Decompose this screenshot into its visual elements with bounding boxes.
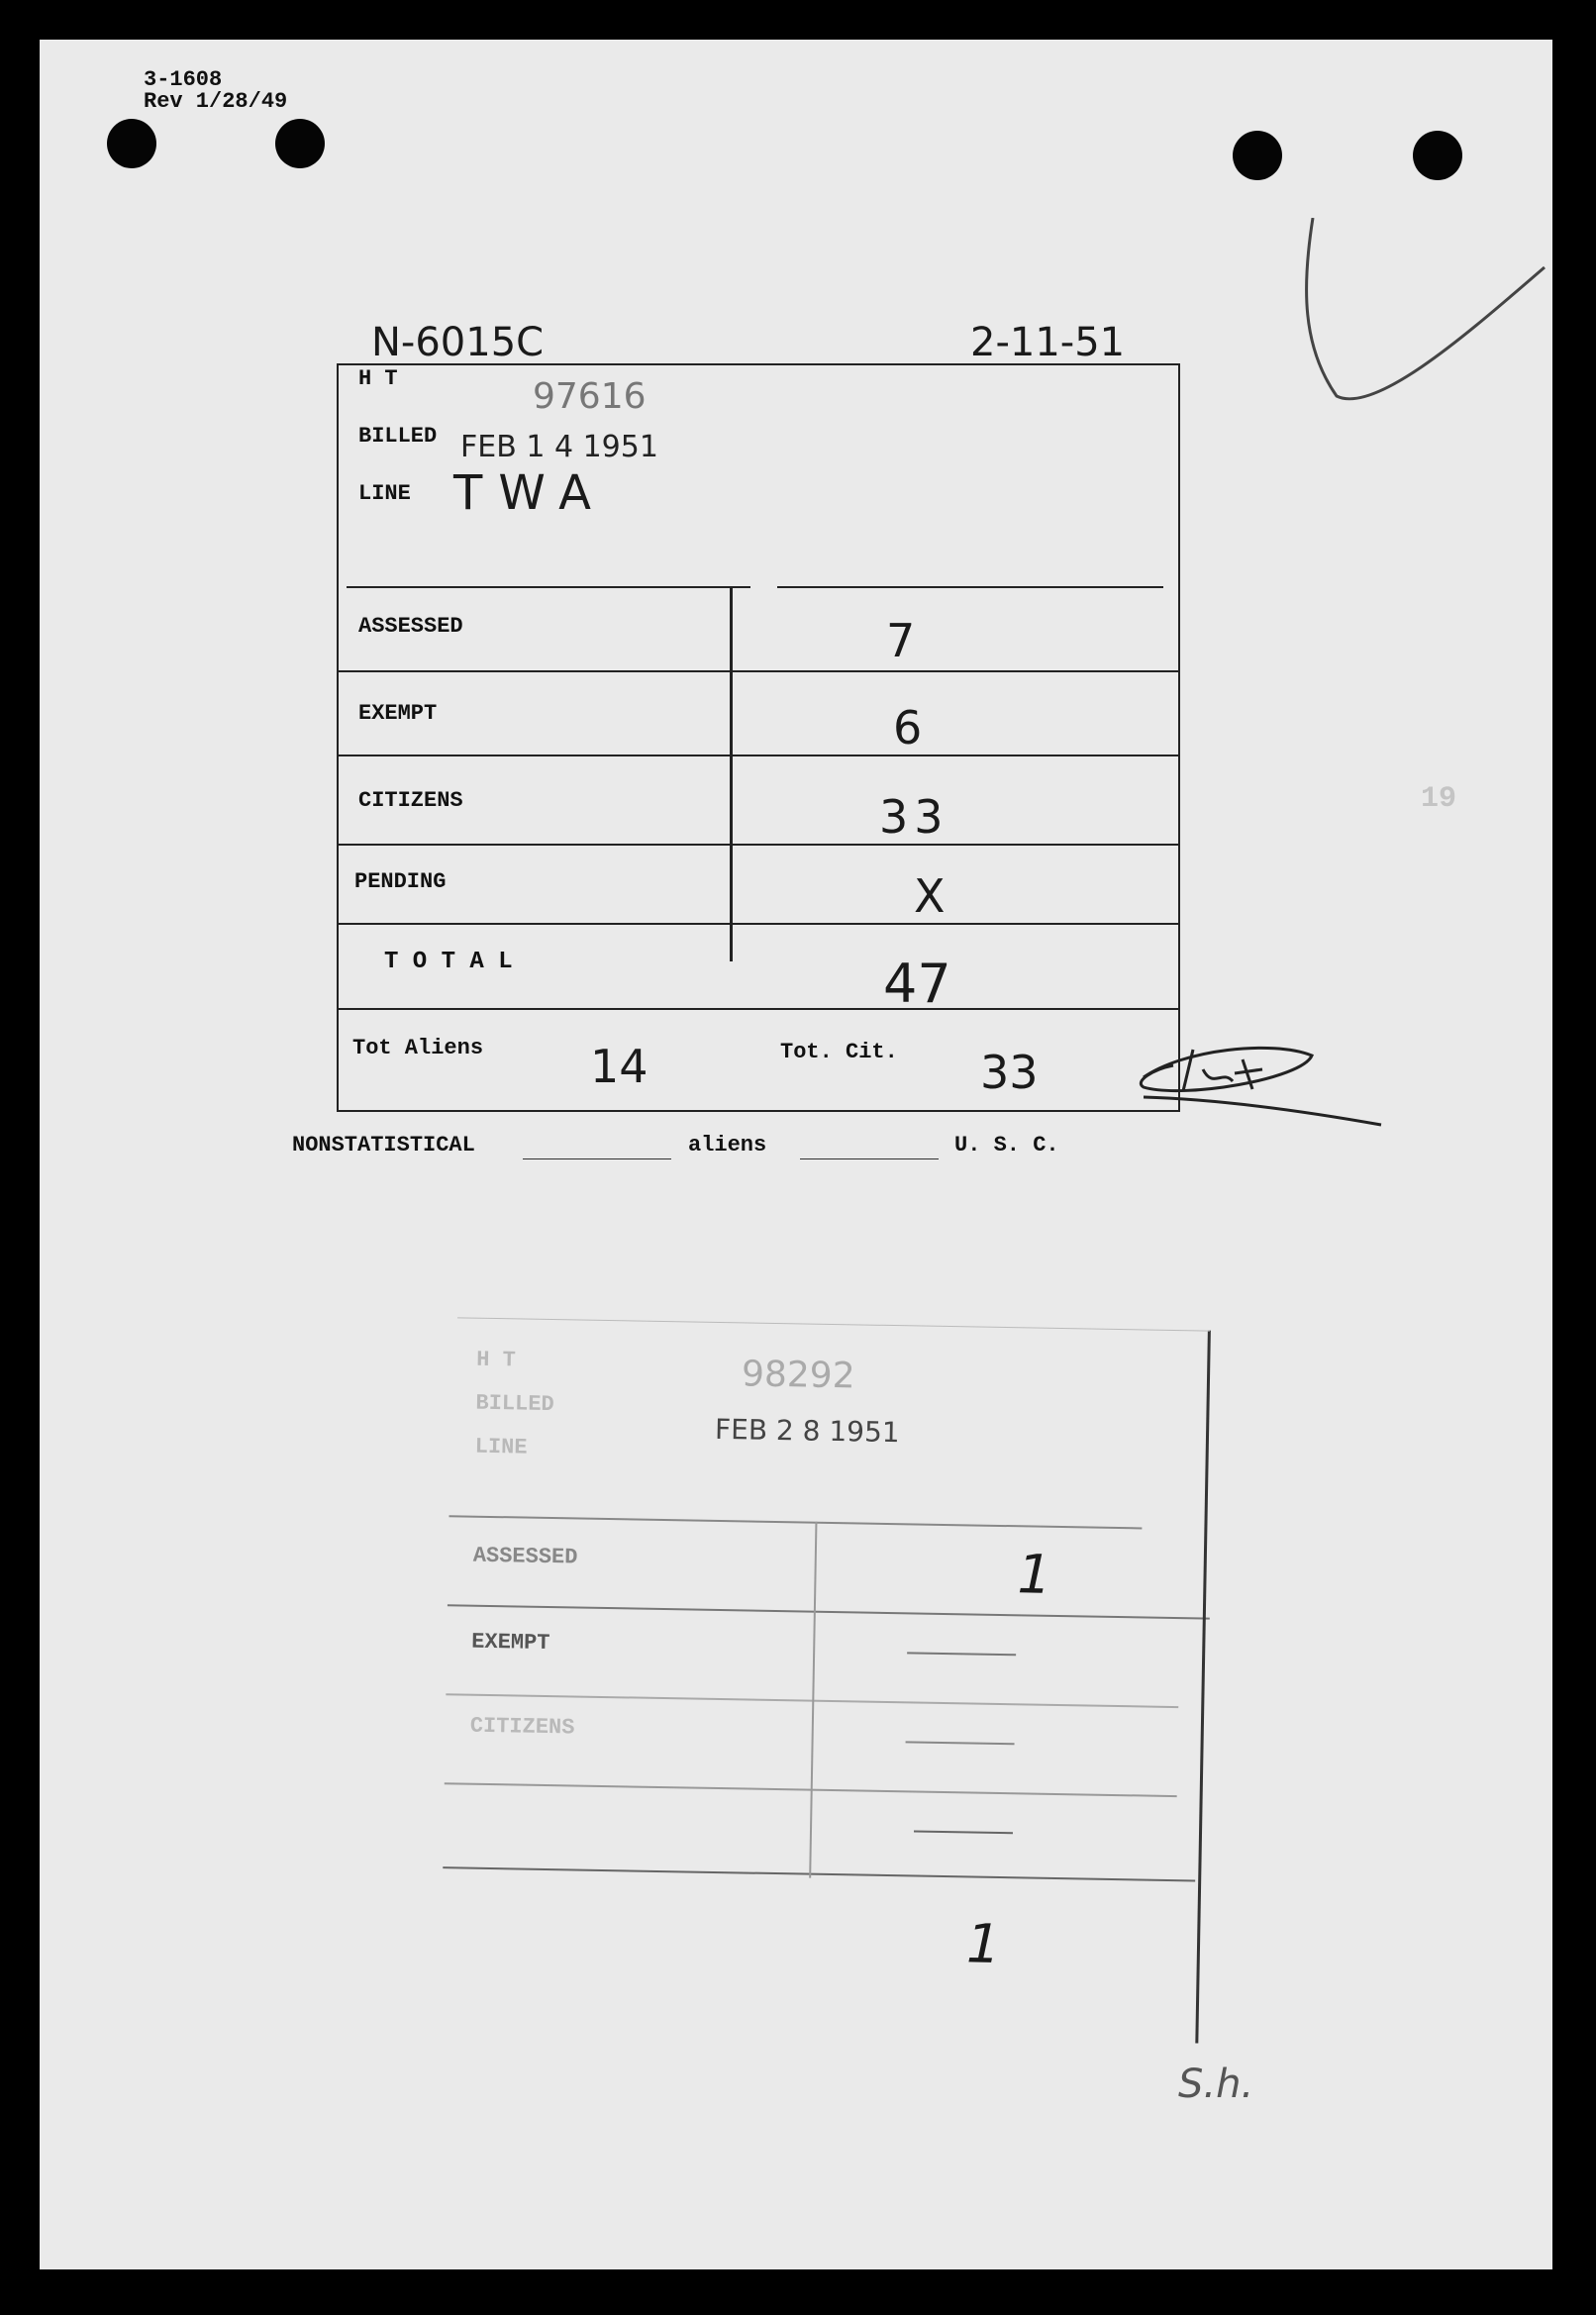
usc-label: U. S. C. [954, 1133, 1059, 1158]
assessed-value: 7 [886, 614, 916, 667]
exempt-label: EXEMPT [358, 701, 438, 726]
ht-stamp-number: 97616 [533, 376, 647, 417]
billed-label: BILLED [358, 424, 438, 449]
handwritten-date: 2-11-51 [970, 320, 1126, 365]
rule [337, 670, 1178, 672]
form-code: 3-1608 [144, 67, 223, 92]
rule [443, 1866, 1195, 1881]
billed-stamp-date: FEB 1 4 1951 [460, 430, 658, 464]
ht-label: H T [358, 366, 398, 391]
bottom-stamp-date: FEB 2 8 1951 [714, 1412, 900, 1450]
bottom-line-label: LINE [474, 1434, 528, 1460]
citizens-value: 33 [879, 790, 949, 844]
signature [1124, 1030, 1421, 1139]
line-label: LINE [358, 481, 411, 506]
form-revision: Rev 1/28/49 [144, 89, 288, 114]
file-number: N-6015C [371, 320, 545, 365]
rule [347, 586, 750, 588]
total-label: T O T A L [384, 949, 513, 975]
bottom-assessed-value: 1 [1017, 1543, 1052, 1606]
nonstat-label: NONSTATISTICAL [292, 1133, 475, 1158]
dash-mark [907, 1652, 1016, 1656]
blank-line [523, 1158, 671, 1159]
punch-hole [107, 119, 156, 168]
rule [449, 1515, 1142, 1529]
rule [337, 1008, 1178, 1010]
bottom-form-card [425, 1317, 1220, 2063]
pending-value: X [914, 869, 946, 923]
punch-hole [1233, 131, 1282, 180]
exempt-value: 6 [893, 701, 923, 755]
dash-mark [906, 1741, 1015, 1745]
punch-hole [275, 119, 325, 168]
bottom-exempt-label: EXEMPT [471, 1629, 550, 1657]
blank-line [800, 1158, 939, 1159]
top-edge [457, 1317, 1210, 1331]
rule [337, 923, 1178, 925]
bottom-billed-label: BILLED [475, 1390, 554, 1418]
tot-aliens-label: Tot Aliens [352, 1036, 484, 1060]
assessed-label: ASSESSED [358, 614, 463, 639]
column-divider [730, 588, 733, 961]
line-value: TWA [453, 465, 607, 521]
punch-hole [1413, 131, 1462, 180]
bottom-stamp-number: 98292 [741, 1354, 855, 1397]
citizens-label: CITIZENS [358, 788, 463, 813]
pending-label: PENDING [354, 869, 447, 894]
initials: S.h. [1178, 2062, 1254, 2107]
bottom-citizens-label: CITIZENS [469, 1713, 575, 1741]
right-edge [1195, 1331, 1211, 2044]
bottom-ht-label: H T [476, 1347, 517, 1373]
bottom-total-value: 1 [965, 1912, 1001, 1976]
tot-cit-label: Tot. Cit. [780, 1040, 898, 1064]
total-value: 47 [883, 953, 951, 1015]
side-number: 19 [1421, 782, 1457, 816]
document-page [40, 40, 1552, 2269]
check-mark [1297, 218, 1552, 455]
aliens-label: aliens [688, 1133, 767, 1158]
tot-aliens-value: 14 [590, 1040, 648, 1093]
rule [777, 586, 1163, 588]
rule [337, 755, 1178, 756]
tot-cit-value: 33 [980, 1046, 1039, 1099]
rule [337, 844, 1178, 846]
dash-mark [914, 1830, 1013, 1834]
rule [448, 1604, 1210, 1619]
bottom-assessed-label: ASSESSED [472, 1543, 578, 1570]
